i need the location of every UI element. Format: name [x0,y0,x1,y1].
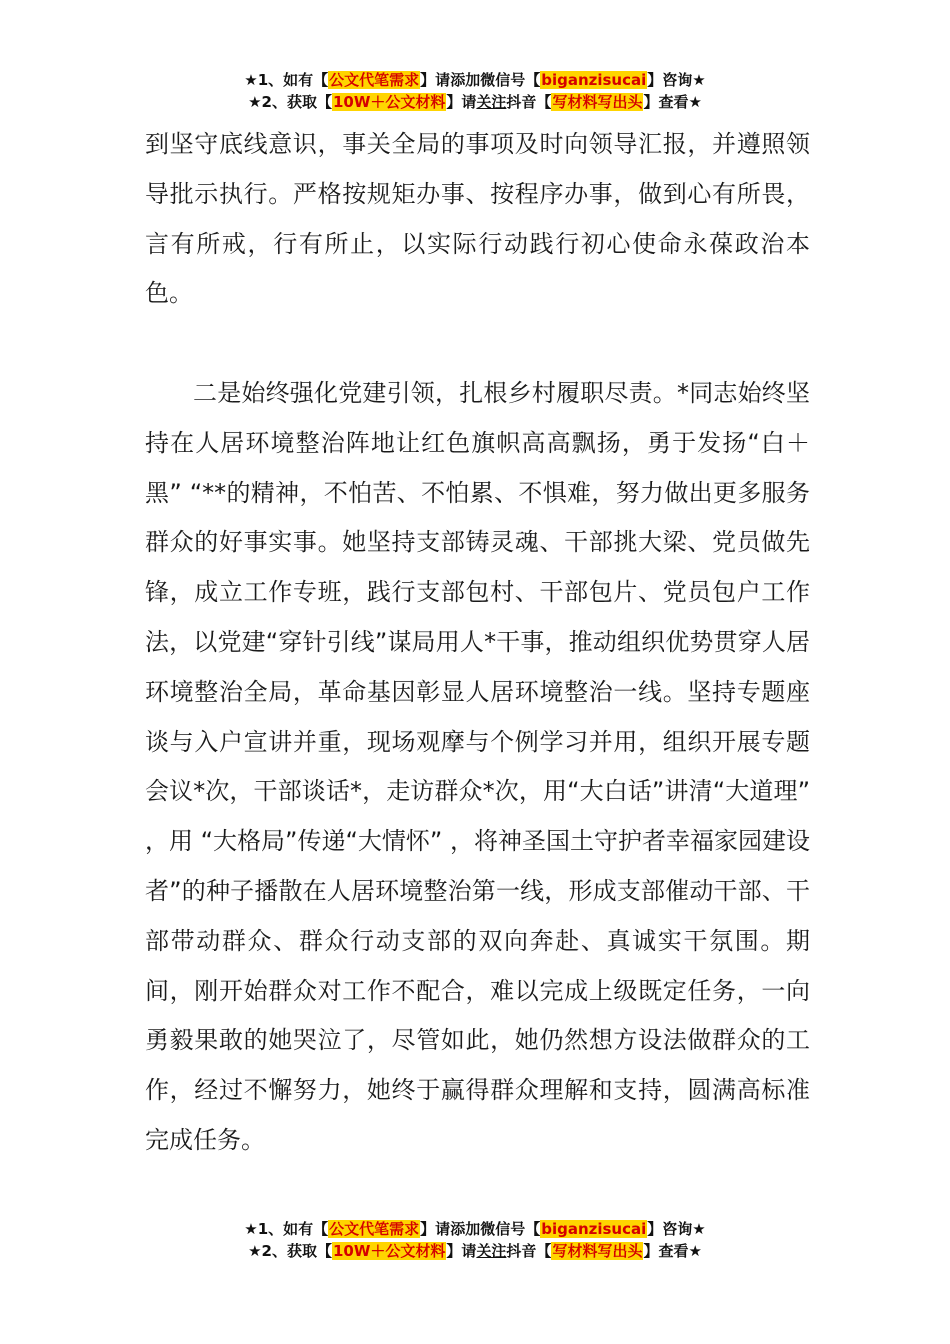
promo-line-2-tag-douyin-id: 写材料写出头 [552,1242,643,1260]
promo-line-1-emphasis: 添加 [450,71,481,89]
promo-line-2-mid2: 抖音【 [506,93,552,111]
promo-line-2-tag-douyin-id: 写材料写出头 [552,93,643,111]
promo-line-1-tag-wechat-id: biganzisucai [541,71,647,89]
paragraph-continued: 到坚守底线意识，事关全局的事项及时向领导汇报，并遵照领导批示执行。严格按规矩办事、按程序办事，做到心有所畏，言有所戒，行有所止，以实际行动践行初心使命永葆政治本色。 [145,130,810,308]
promo-line-1-tag-writing-service: 公文代笔需求 [329,1220,420,1238]
promo-line-1-suffix: 】咨询★ [647,71,706,89]
document-body [145,120,810,1166]
promo-line-2-mid2: 抖音【 [506,1242,552,1260]
promo-line-1 [0,1218,950,1240]
promo-line-2-prefix: ★2、获取【 [248,1242,332,1260]
paragraph-spacer [145,319,810,369]
promo-line-1-mid2: 微信号【 [480,71,541,89]
promo-line-2-prefix: ★2、获取【 [248,93,332,111]
promo-line-1-mid2: 微信号【 [480,1220,541,1238]
promo-line-1-tag-wechat-id: biganzisucai [541,1220,647,1238]
promo-line-1-prefix: ★1、如有【 [244,71,329,89]
promo-line-2-mid: 】请 [446,1242,477,1260]
promo-line-1-mid: 】请 [420,1220,451,1238]
promo-line-1-mid: 】请 [420,71,451,89]
top-promo-banner [0,69,950,113]
promo-line-2-suffix: 】查看★ [643,1242,702,1260]
promo-line-1-emphasis: 添加 [450,1220,481,1238]
promo-line-1-prefix: ★1、如有【 [244,1220,329,1238]
promo-line-2-emphasis: 关注 [476,93,507,111]
promo-line-2-tag-materials: 10W＋公文材料 [332,1242,446,1260]
promo-line-1-suffix: 】咨询★ [647,1220,706,1238]
promo-line-1-tag-writing-service: 公文代笔需求 [329,71,420,89]
promo-line-2-tag-materials: 10W＋公文材料 [332,93,446,111]
promo-line-2-suffix: 】查看★ [643,93,702,111]
promo-line-1 [0,69,950,91]
bottom-promo-banner [0,1218,950,1262]
promo-line-2 [0,1240,950,1262]
promo-line-2-mid: 】请 [446,93,477,111]
paragraph-party-building: 二是始终强化党建引领，扎根乡村履职尽责。*同志始终坚持在人居环境整治阵地让红色旗帜高高飘扬，勇于发扬“白＋黑” “**的精神，不怕苦、不怕累、不惧难，努力做出更多服务群众的好事实事。她坚持支部铸灵魂、干部挑大梁、党员做先锋，成立工作专班，践行支部包村、干部包片、党员包户工作法，以党建“穿针引线”谋局用人*干事，推动组织优势贯穿人居环境整治全局，革命基因彰显人居环境整治一线。坚持专题座谈与入户宣讲并重，现场观摩与个例学习并用，组织开展专题会议*次，干部谈话*，走访群众*次，用“大白话”讲清“大道理” ，用 “大格局”传递“大情怀” ，将神圣国土守护者幸福家园建设者”的种子播散在人居环境整治第一线，形成支部催动干部、干部带动群众、群众行动支部的双向奔赴、真诚实干氛围。期间，刚开始群众对工作不配合，难以完成上级既定任务，一向勇毅果敢的她哭泣了，尽管如此，她仍然想方设法做群众的工作，经过不懈努力，她终于赢得群众理解和支持，圆满高标准完成任务。 [145,378,810,1154]
promo-line-2-emphasis: 关注 [476,1242,507,1260]
promo-line-2 [0,91,950,113]
